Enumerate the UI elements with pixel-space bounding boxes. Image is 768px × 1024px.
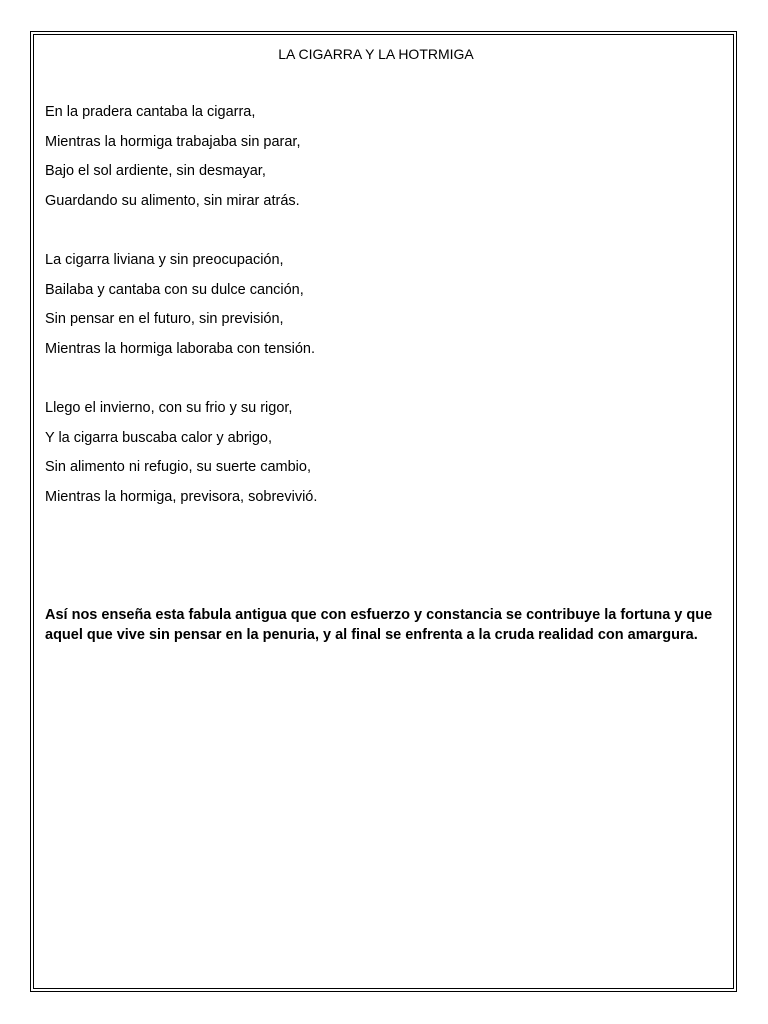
poem-title: LA CIGARRA Y LA HOTRMIGA — [278, 46, 474, 62]
poem-moral: Así nos enseña esta fabula antigua que con esfuerzo y constancia se contribuye la fortuna y que aquel que vive sin pensar en la penuria, y al final se enfrenta a la cruda realidad con amargura. — [45, 607, 713, 643]
poem-line: Llego el invierno, con su frio y su rigor, — [45, 400, 293, 416]
poem-line: Sin alimento ni refugio, su suerte cambio, — [45, 459, 311, 476]
poem-line: Mientras la hormiga, previsora, sobrevivió. — [45, 489, 318, 506]
stanza-1 — [45, 103, 725, 222]
poem-line: En la pradera cantaba la cigarra, — [45, 104, 256, 120]
poem-line: Mientras la hormiga trabajaba sin parar, — [45, 133, 301, 150]
poem-line: La cigarra liviana y sin preocupación, — [45, 252, 284, 268]
poem-line: Guardando su alimento, sin mirar atrás. — [45, 193, 300, 210]
stanza-3 — [45, 399, 725, 518]
poem-line: Bailaba y cantaba con su dulce canción, — [45, 281, 304, 298]
stanza-2 — [45, 251, 725, 370]
poem-line: Mientras la hormiga laboraba con tensión. — [45, 341, 316, 358]
poem-line: Bajo el sol ardiente, sin desmayar, — [45, 163, 266, 180]
poem-line: Sin pensar en el futuro, sin previsión, — [45, 311, 284, 328]
poem-line: Y la cigarra buscaba calor y abrigo, — [45, 429, 273, 446]
